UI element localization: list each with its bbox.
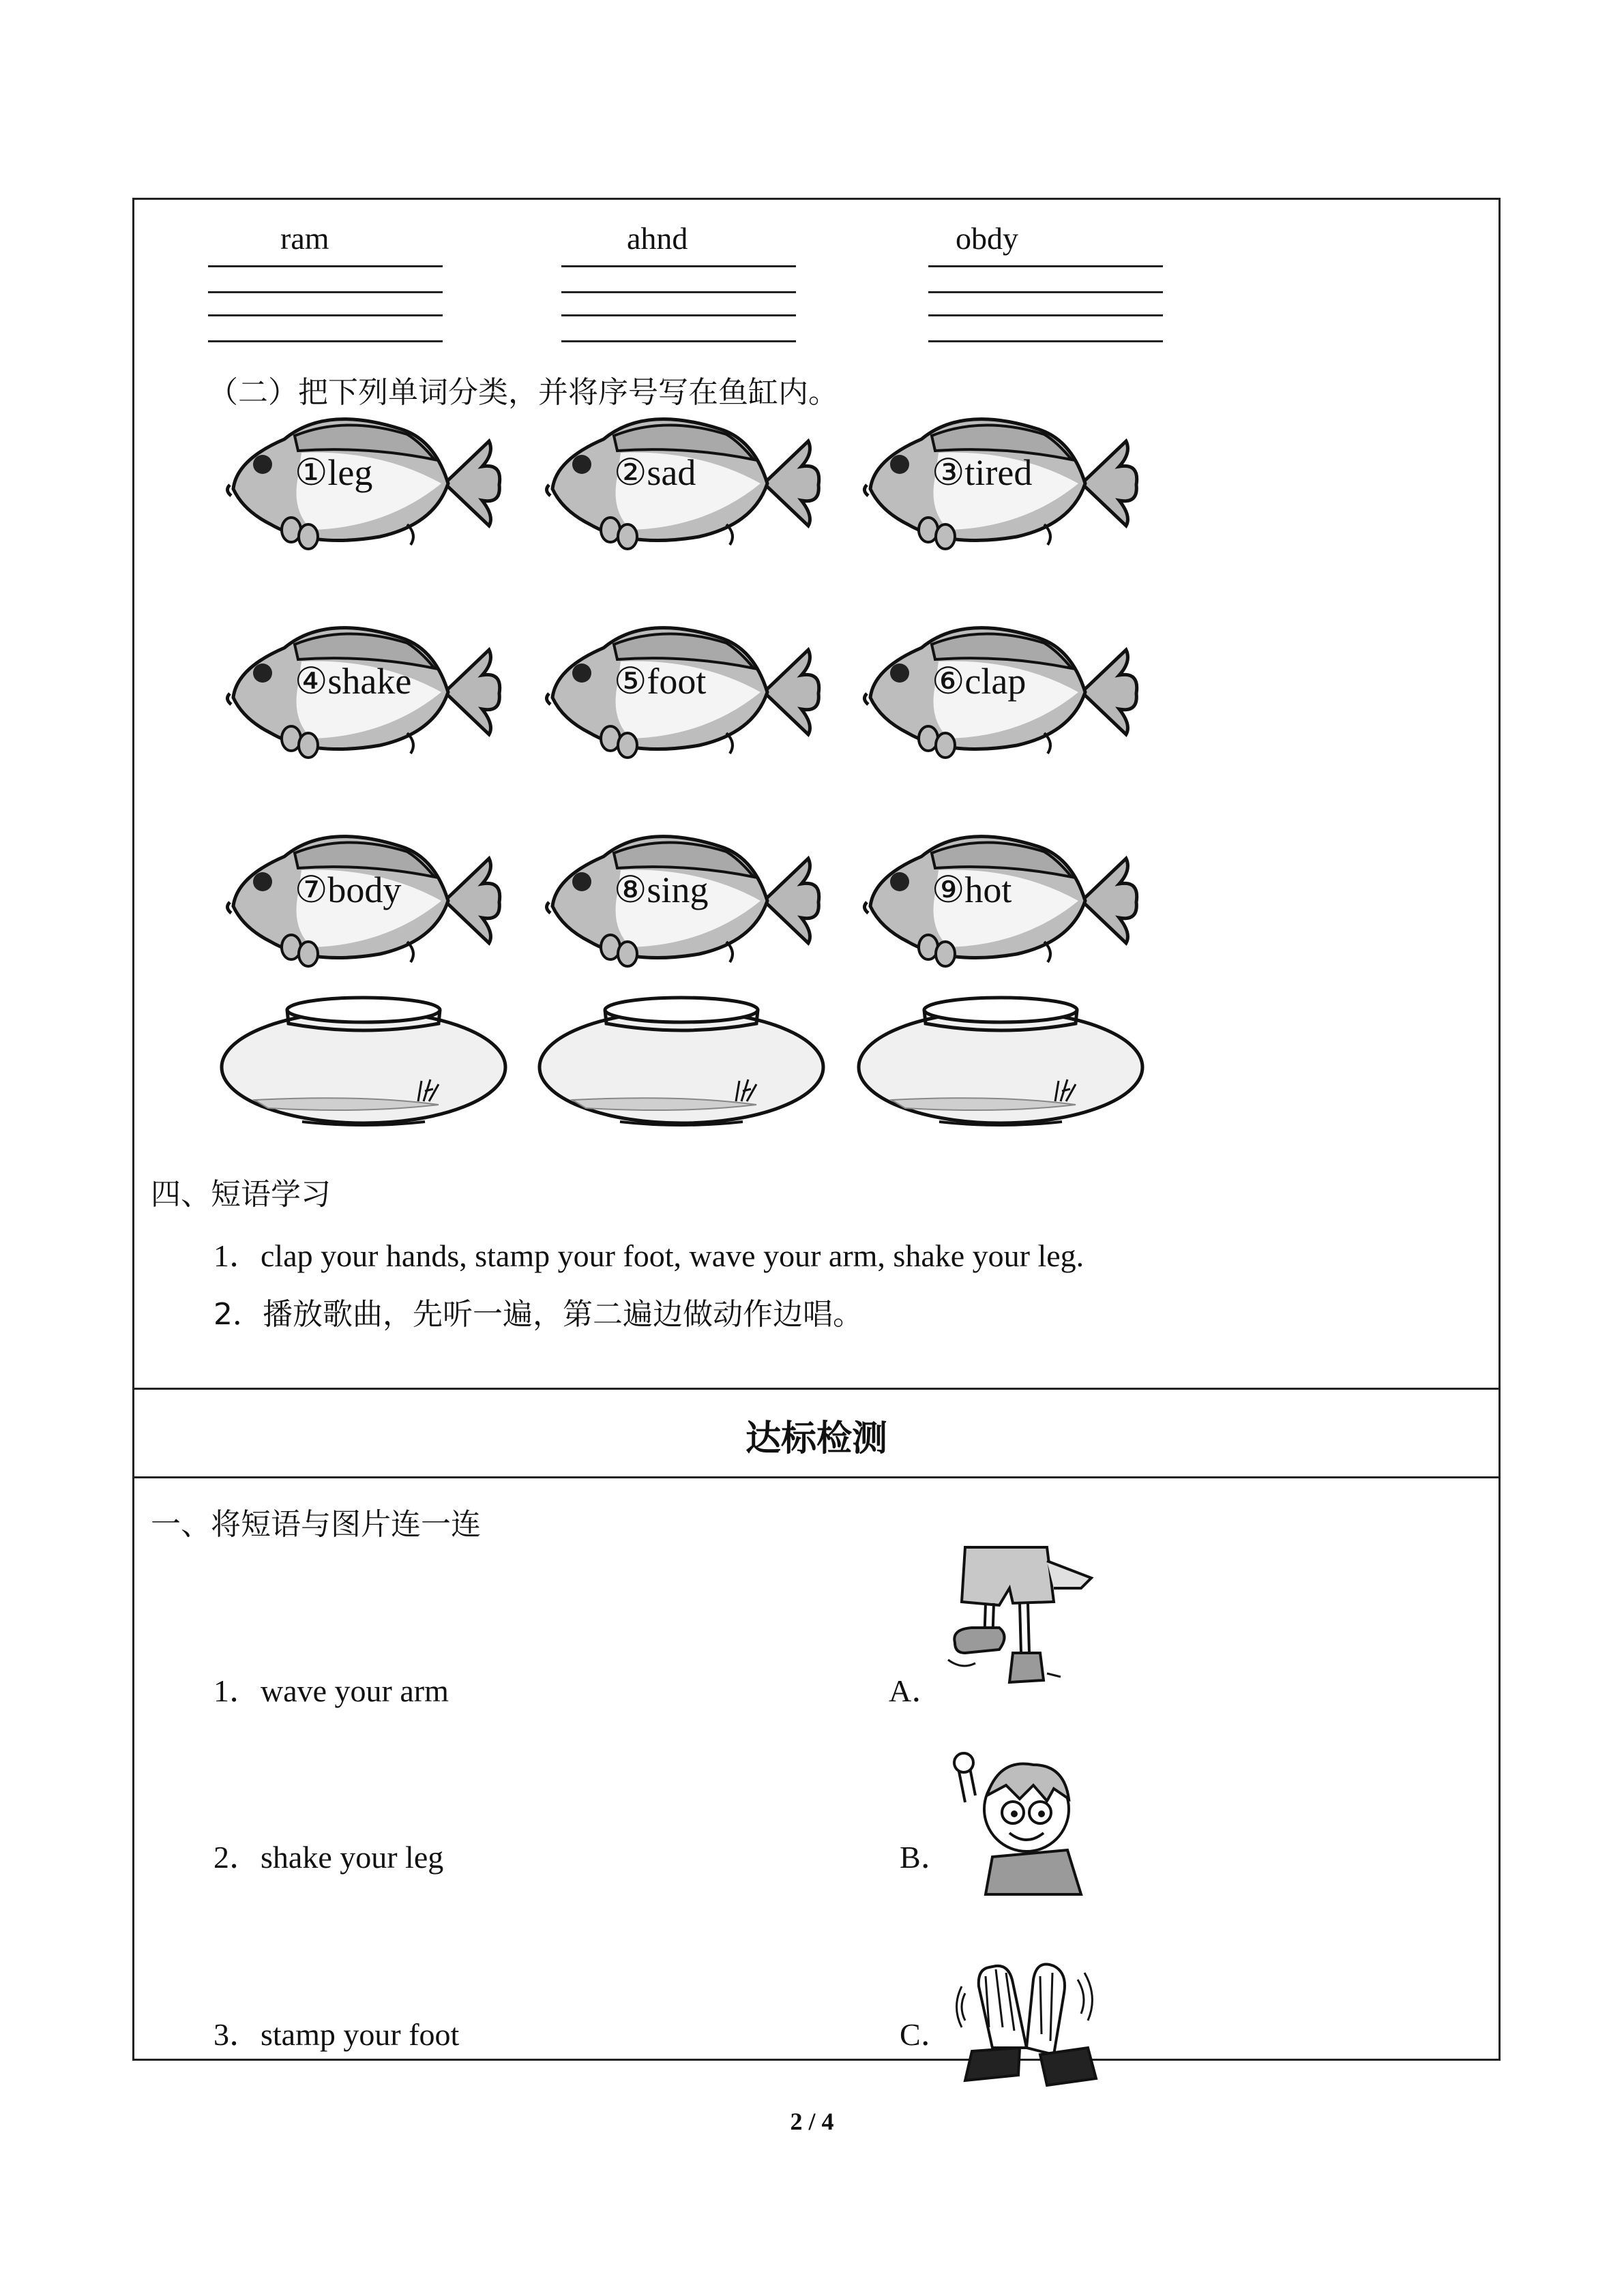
writing-line[interactable] (928, 340, 1163, 342)
section-heading: 达标检测 (745, 1418, 887, 1459)
fish-word (932, 659, 1026, 702)
phrase-list: 1．clap your hands, stamp your foot, wave your arm, shake your leg. (213, 1238, 1084, 1273)
fish-card[interactable] (209, 617, 510, 760)
fish-card[interactable] (209, 826, 510, 969)
fish-number: ③ (932, 452, 965, 493)
writing-line[interactable] (561, 340, 796, 342)
fish-word (932, 868, 1012, 911)
fish-word (614, 451, 696, 494)
picture-label-c: C． (900, 2017, 952, 2052)
section-four-title: 四、短语学习 (151, 1177, 331, 1212)
waving-boy-icon[interactable] (945, 1748, 1108, 1898)
fish-card[interactable] (209, 408, 510, 552)
picture-label-b: B． (900, 1840, 952, 1875)
scramble-word-3: obdy (956, 221, 1018, 256)
fish-card[interactable] (529, 826, 829, 969)
fish-word-text: sing (647, 869, 709, 910)
fish-card[interactable] (846, 408, 1147, 552)
fish-word-text: tired (964, 452, 1033, 493)
fish-bowl-3[interactable] (851, 992, 1151, 1129)
fish-word (932, 451, 1032, 494)
page-number: 2 / 4 (790, 2108, 834, 2135)
writing-line[interactable] (208, 314, 443, 316)
writing-line[interactable] (208, 291, 443, 293)
fish-word-text: sad (647, 452, 696, 493)
fish-word (295, 659, 411, 702)
part-one-title: 一、将短语与图片连一连 (151, 1507, 481, 1542)
fish-bowl-2[interactable] (531, 992, 831, 1129)
scramble-word-1: ram (280, 221, 329, 256)
worksheet-frame (132, 198, 1501, 2061)
fish-card[interactable] (529, 408, 829, 552)
writing-line[interactable] (928, 265, 1163, 267)
fish-word (614, 659, 706, 702)
fish-word-text: foot (647, 661, 707, 702)
match-phrase-3[interactable]: 3．stamp your foot (213, 2017, 460, 2052)
fish-word-text: hot (964, 869, 1012, 910)
fish-number: ⑦ (295, 869, 328, 910)
fish-number: ⑧ (614, 869, 647, 910)
fish-card[interactable] (846, 617, 1147, 760)
fish-card[interactable] (529, 617, 829, 760)
fish-card[interactable] (846, 826, 1147, 969)
fish-number: ⑤ (614, 661, 647, 702)
fish-word (614, 868, 708, 911)
picture-label-a: A． (889, 1673, 943, 1708)
fish-number: ④ (295, 661, 328, 702)
fish-word-text: leg (327, 452, 373, 493)
writing-line[interactable] (561, 265, 796, 267)
fish-number: ⑥ (932, 661, 965, 702)
divider (134, 1388, 1498, 1390)
divider (134, 1476, 1498, 1478)
fish-bowl-1[interactable] (213, 992, 514, 1129)
fish-number: ① (295, 452, 328, 493)
fish-word (295, 451, 372, 494)
writing-line[interactable] (928, 291, 1163, 293)
fish-number: ② (614, 452, 647, 493)
clapping-hands-icon[interactable] (945, 1945, 1108, 2096)
fish-word-text: clap (964, 661, 1027, 702)
fish-number: ⑨ (932, 869, 965, 910)
writing-line[interactable] (561, 291, 796, 293)
writing-line[interactable] (208, 340, 443, 342)
fish-word-text: body (327, 869, 402, 910)
fish-word (295, 868, 401, 911)
writing-line[interactable] (928, 314, 1163, 316)
match-phrase-1[interactable]: 1．wave your arm (213, 1673, 449, 1708)
stamping-foot-icon[interactable] (945, 1540, 1108, 1690)
writing-line[interactable] (561, 314, 796, 316)
song-instruction: 2．播放歌曲，先听一遍，第二遍边做动作边唱。 (213, 1297, 863, 1332)
task-two-instruction: （二）把下列单词分类，并将序号写在鱼缸内。 (208, 375, 838, 410)
scramble-word-2: ahnd (627, 221, 688, 256)
writing-line[interactable] (208, 265, 443, 267)
fish-word-text: shake (327, 661, 412, 702)
match-phrase-2[interactable]: 2．shake your leg (213, 1840, 444, 1875)
